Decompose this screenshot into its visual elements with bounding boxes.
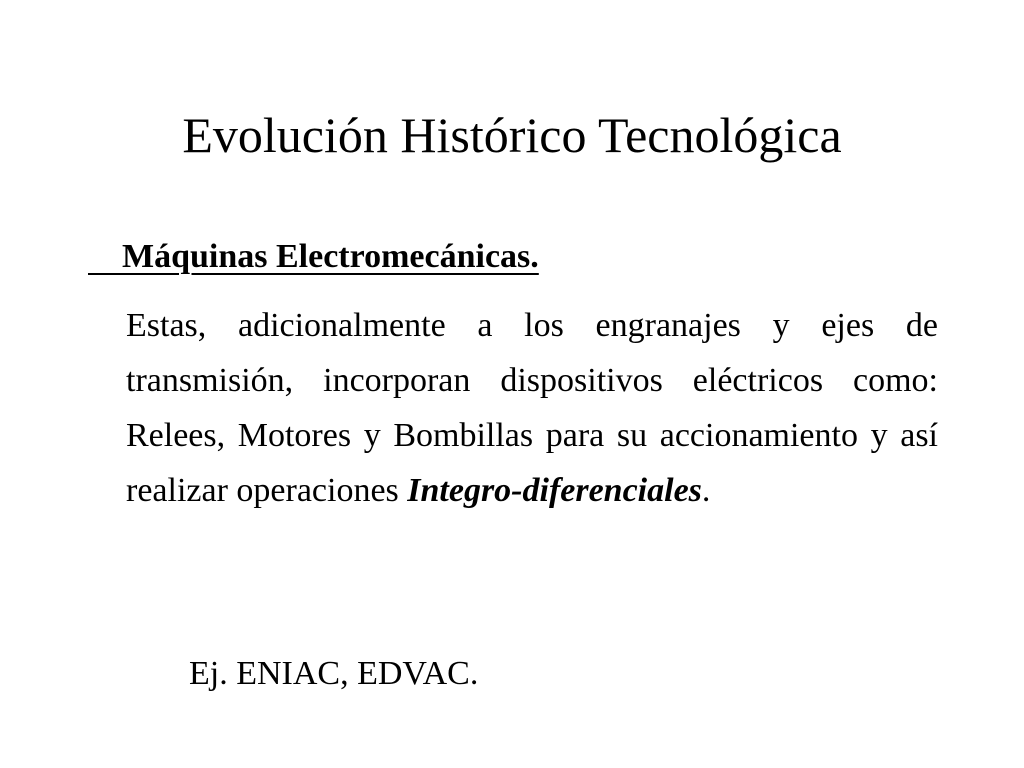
paragraph-end: .	[701, 472, 711, 509]
heading-text: Máquinas Electromecánicas.	[122, 238, 539, 275]
heading-indent	[88, 238, 122, 275]
example-line: Ej. ENIAC, EDVAC.	[189, 655, 479, 692]
slide-title: Evolución Histórico Tecnológica	[182, 107, 842, 163]
body-paragraph	[126, 298, 938, 518]
paragraph-emphasis: Integro-diferenciales	[407, 472, 702, 509]
paragraph-text: Estas, adicionalmente a los engranajes y ejes de transmisión, incorporan dispositivos eléctricos como: Relees, Motores y Bombillas para su accionamiento y así realizar operaciones	[126, 307, 938, 509]
section-heading	[88, 233, 539, 281]
